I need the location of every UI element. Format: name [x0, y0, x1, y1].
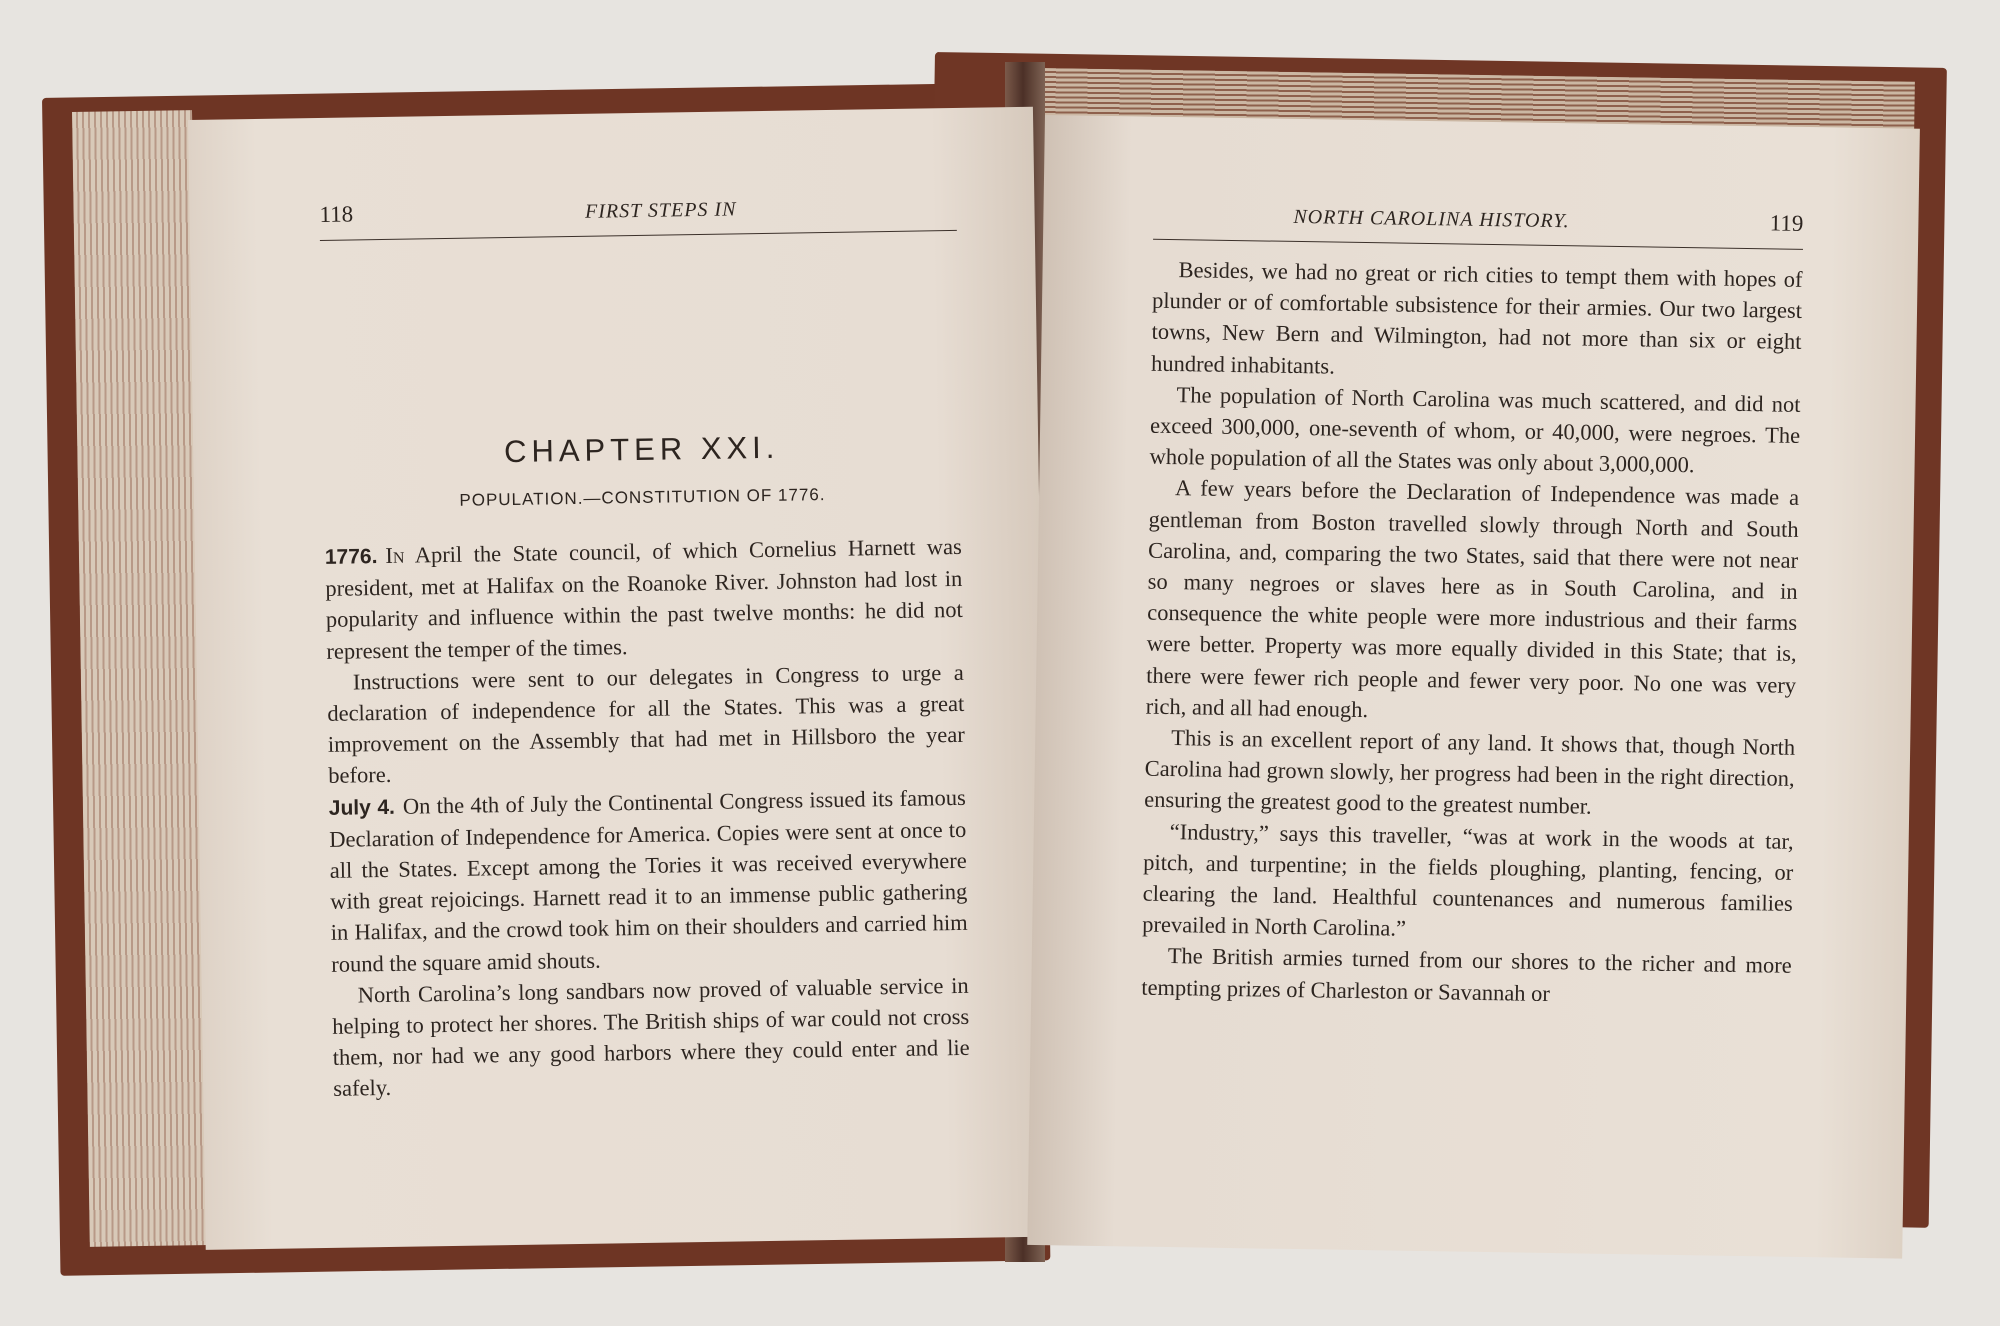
margin-date: July 4.	[328, 795, 396, 820]
paragraph: The population of North Carolina was much scattered, and did not exceed 300,000, one-seventh of whom, or 40,000, were negroes. The whole population of all the States was only about 3,000,000.	[1149, 381, 1801, 478]
paragraph	[325, 531, 964, 667]
right-page-number: 119	[1769, 210, 1804, 236]
left-running-head	[319, 192, 957, 241]
left-page-number: 118	[319, 201, 354, 227]
paragraph-text: Instructions were sent to our delegates in Congress to urge a declaration of independence for all the States. This was a great improvement on the Assembly that had met in Hillsboro the year before.	[327, 659, 965, 789]
chapter-subtitle: POPULATION.—CONSTITUTION OF 1776.	[459, 485, 826, 510]
paragraph	[329, 781, 969, 979]
margin-date: 1776.	[324, 545, 378, 569]
left-running-head-title: FIRST STEPS IN	[584, 198, 737, 223]
paragraph-text: April the State council, of which Cornelius Harnett was president, met at Halifax on the Roanoke River. Johnston had lost in popularity and influence within the past twelve months: he did not represent the temper of the times.	[325, 533, 963, 664]
paragraph: “Industry,” says this traveller, “was at work in the woods at tar, pitch, and turpentine; in the fields ploughing, planting, fencing, or clearing the land. Healthful countenances and numerous families prevailed in North Carolina.”	[1142, 818, 1794, 942]
left-page	[188, 107, 1051, 1250]
page-edges-left	[72, 110, 210, 1247]
paragraph	[332, 970, 971, 1105]
paragraph-text: North Carolina’s long sandbars now proved of valuable service in helping to protect her shores. The British ships of war could not cross them, nor had we any good harbors where they could enter and lie safely.	[332, 972, 970, 1102]
chapter-title: CHAPTER XXI.	[503, 429, 780, 470]
paragraph: A few years before the Declaration of Independence was made a gentleman from Boston travelled slowly through North and South Carolina, and, comparing the two States, said that there were not near so many negroes or slaves here as in South Carolina, and in consequence the white people were more industrious and their farms were better. Property was more equally divided in this State; that is, there were fewer rich people and fewer very poor. No one was very rich, and all had enough.	[1145, 475, 1800, 722]
paragraph: The British armies turned from our shores to the richer and more tempting prizes of Charleston or Savannah or	[1141, 943, 1792, 1006]
right-running-head	[1153, 201, 1804, 250]
right-page	[1027, 115, 1920, 1259]
paragraph	[327, 657, 966, 792]
paragraph-lead: In	[385, 542, 405, 568]
paragraph-text: On the 4th of July the Continental Congress issued its famous Declaration of Independence for America. Copies were sent at once to all the States. Except among the Tories it was received everywhere with great rejoicings. Harnett read it to an immense public gathering in Halifax, and the crowd took him on their shoulders and carried him round the square amid shouts.	[329, 784, 968, 977]
paragraph: Besides, we had no great or rich cities to tempt them with hopes of plunder or of comfortable subsistence for their armies. Our two largest towns, New Bern and Wilmington, had not more than six or eight hundred inhabitants.	[1150, 257, 1803, 379]
right-page-text	[1141, 254, 1803, 1013]
right-running-head-title: NORTH CAROLINA HISTORY.	[1293, 205, 1570, 233]
paragraph: This is an excellent report of any land. It shows that, though North Carolina had grown slowly, her progress had been in the right direction, ensuring the greatest good to the greatest number.	[1144, 725, 1796, 820]
left-page-text	[325, 531, 971, 1105]
